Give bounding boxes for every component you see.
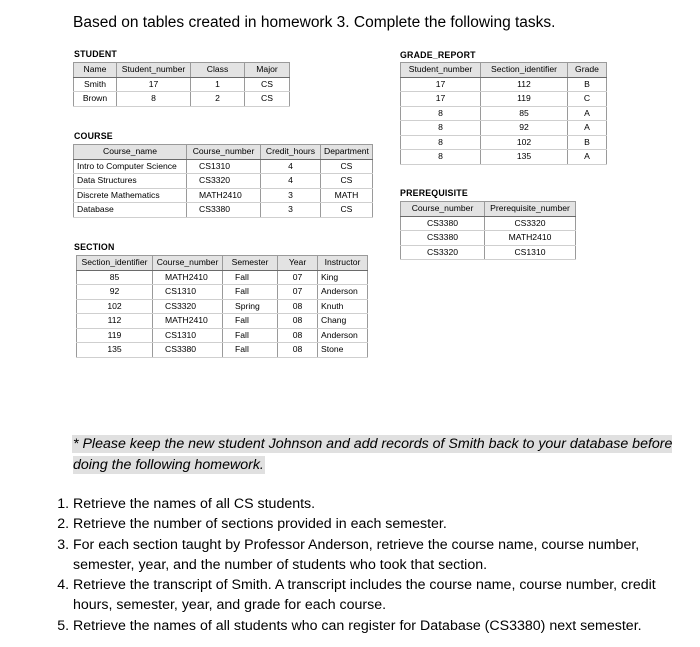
table-cell: 4: [261, 174, 321, 189]
table-cell: 8: [401, 121, 481, 136]
table-cell: 4: [261, 159, 321, 174]
table-cell: MATH2410: [187, 188, 261, 203]
course-table: [73, 144, 373, 218]
table-cell: A: [568, 121, 607, 136]
column-header: Major: [245, 63, 290, 78]
table-row: [77, 328, 368, 343]
table-header-row: [401, 202, 576, 217]
table-cell: 08: [278, 343, 318, 358]
table-cell: Intro to Computer Science: [74, 159, 187, 174]
column-header: Credit_hours: [261, 145, 321, 160]
column-header: Year: [278, 256, 318, 271]
table-row: [401, 245, 576, 260]
table-cell: 07: [278, 270, 318, 285]
table-row: [77, 299, 368, 314]
table-header-row: [74, 145, 373, 160]
table-cell: MATH: [321, 188, 373, 203]
table-cell: 85: [481, 106, 568, 121]
table-cell: 8: [401, 150, 481, 165]
table-cell: 119: [481, 92, 568, 107]
note-text: * Please keep the new student Johnson and add records of Smith back to your database before doing the following homework.: [73, 436, 673, 473]
table-cell: CS3380: [401, 216, 485, 231]
table-row: [401, 77, 607, 92]
table-cell: Fall: [223, 314, 278, 329]
column-header: Student_number: [401, 63, 481, 78]
table-cell: 08: [278, 314, 318, 329]
table-row: [77, 343, 368, 358]
table-header-row: [401, 63, 607, 78]
table-cell: CS3320: [485, 216, 576, 231]
table-cell: 135: [77, 343, 153, 358]
table-row: [77, 285, 368, 300]
table-cell: 3: [261, 188, 321, 203]
table-row: [77, 314, 368, 329]
task-item: 3. For each section taught by Professor Anderson, retrieve the course name, course number, semester, year, and the number of students who took that section.: [73, 535, 693, 576]
grade-report-table: [400, 62, 607, 165]
table-cell: 08: [278, 299, 318, 314]
prerequisite-table: [400, 201, 576, 260]
column-header: Name: [74, 63, 117, 78]
table-cell: CS: [321, 159, 373, 174]
table-cell: 17: [401, 77, 481, 92]
table-row: [74, 188, 373, 203]
table-cell: 92: [77, 285, 153, 300]
table-row: [74, 174, 373, 189]
table-row: [74, 159, 373, 174]
table-cell: 17: [401, 92, 481, 107]
table-cell: CS: [321, 203, 373, 218]
table-cell: CS3380: [401, 231, 485, 246]
table-cell: CS3380: [187, 203, 261, 218]
table-cell: 8: [117, 92, 191, 107]
column-header: Course_name: [74, 145, 187, 160]
task-list: [40, 494, 693, 636]
table-cell: 17: [117, 77, 191, 92]
table-cell: Fall: [223, 285, 278, 300]
column-header: Section_identifier: [77, 256, 153, 271]
table-row: [401, 216, 576, 231]
table-cell: 102: [77, 299, 153, 314]
column-header: Semester: [223, 256, 278, 271]
table-cell: Fall: [223, 270, 278, 285]
table-row: [401, 106, 607, 121]
table-cell: CS1310: [485, 245, 576, 260]
table-cell: MATH2410: [153, 314, 223, 329]
column-header: Course_number: [401, 202, 485, 217]
table-cell: CS3320: [153, 299, 223, 314]
table-cell: CS: [245, 92, 290, 107]
table-cell: CS: [245, 77, 290, 92]
table-cell: Anderson: [318, 285, 368, 300]
table-cell: Discrete Mathematics: [74, 188, 187, 203]
table-row: [401, 121, 607, 136]
table-cell: 112: [77, 314, 153, 329]
student-table-label: STUDENT: [74, 49, 117, 59]
column-header: Course_number: [187, 145, 261, 160]
column-header: Instructor: [318, 256, 368, 271]
column-header: Course_number: [153, 256, 223, 271]
column-header: Prerequisite_number: [485, 202, 576, 217]
table-cell: 08: [278, 328, 318, 343]
table-cell: 1: [191, 77, 245, 92]
table-cell: A: [568, 150, 607, 165]
table-cell: Knuth: [318, 299, 368, 314]
table-cell: CS1310: [187, 159, 261, 174]
table-cell: Fall: [223, 343, 278, 358]
table-cell: CS1310: [153, 328, 223, 343]
table-header-row: [74, 63, 290, 78]
table-header-row: [77, 256, 368, 271]
table-cell: Fall: [223, 328, 278, 343]
table-cell: 135: [481, 150, 568, 165]
table-cell: Spring: [223, 299, 278, 314]
column-header: Class: [191, 63, 245, 78]
column-header: Department: [321, 145, 373, 160]
table-cell: CS3320: [401, 245, 485, 260]
table-cell: 2: [191, 92, 245, 107]
table-row: [401, 92, 607, 107]
table-row: [401, 135, 607, 150]
table-row: [74, 203, 373, 218]
student-table: [73, 62, 290, 107]
table-cell: Smith: [74, 77, 117, 92]
table-cell: B: [568, 77, 607, 92]
table-cell: 8: [401, 135, 481, 150]
section-table: [76, 255, 368, 358]
course-table-label: COURSE: [74, 131, 113, 141]
task-item: 1. Retrieve the names of all CS students.: [73, 494, 693, 514]
column-header: Section_identifier: [481, 63, 568, 78]
highlighted-note: [73, 434, 673, 475]
table-cell: C: [568, 92, 607, 107]
table-cell: A: [568, 106, 607, 121]
table-cell: Database: [74, 203, 187, 218]
table-row: [77, 270, 368, 285]
table-cell: Data Structures: [74, 174, 187, 189]
table-row: [74, 77, 290, 92]
table-cell: 3: [261, 203, 321, 218]
column-header: Grade: [568, 63, 607, 78]
table-row: [401, 231, 576, 246]
task-item: 5. Retrieve the names of all students who can register for Database (CS3380) next semester.: [73, 616, 693, 636]
grade-report-table-label: GRADE_REPORT: [400, 50, 476, 60]
task-item: 2. Retrieve the number of sections provided in each semester.: [73, 514, 693, 534]
table-cell: MATH2410: [485, 231, 576, 246]
table-cell: 112: [481, 77, 568, 92]
task-item: 4. Retrieve the transcript of Smith. A transcript includes the course name, course number, credit hours, semester, year, and grade for each course.: [73, 575, 693, 616]
table-cell: Anderson: [318, 328, 368, 343]
table-cell: CS: [321, 174, 373, 189]
table-cell: Brown: [74, 92, 117, 107]
table-cell: 07: [278, 285, 318, 300]
table-cell: CS1310: [153, 285, 223, 300]
table-row: [401, 150, 607, 165]
column-header: Student_number: [117, 63, 191, 78]
table-cell: 8: [401, 106, 481, 121]
section-table-label: SECTION: [74, 242, 115, 252]
table-cell: Chang: [318, 314, 368, 329]
table-cell: 85: [77, 270, 153, 285]
table-cell: CS3380: [153, 343, 223, 358]
intro-text: Based on tables created in homework 3. Complete the following tasks.: [73, 14, 556, 31]
table-cell: 92: [481, 121, 568, 136]
table-cell: 102: [481, 135, 568, 150]
prerequisite-table-label: PREREQUISITE: [400, 188, 468, 198]
table-cell: B: [568, 135, 607, 150]
table-cell: Stone: [318, 343, 368, 358]
table-cell: King: [318, 270, 368, 285]
table-cell: MATH2410: [153, 270, 223, 285]
table-row: [74, 92, 290, 107]
table-cell: 119: [77, 328, 153, 343]
table-cell: CS3320: [187, 174, 261, 189]
